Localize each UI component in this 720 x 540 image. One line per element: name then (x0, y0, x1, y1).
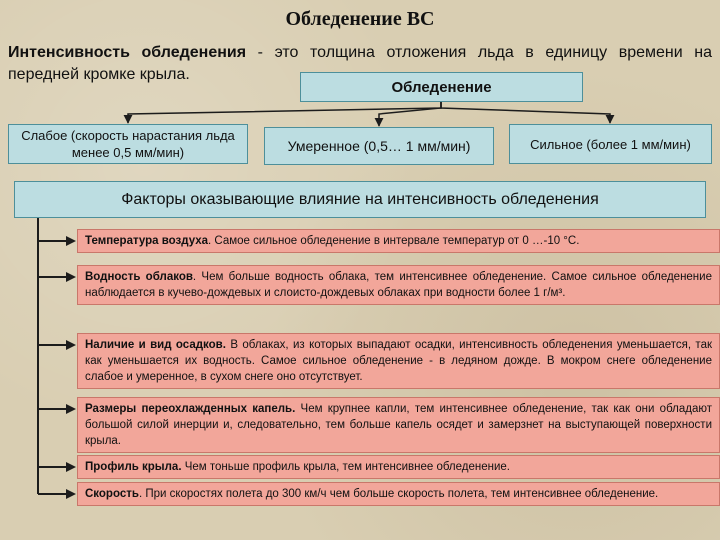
factor-head: Скорость (85, 488, 139, 500)
factor-droplet-size (77, 397, 720, 453)
factor-head: Наличие и вид осадков. (85, 339, 226, 351)
intro-text: - это толщина отложения льда в единицу времени на передней кромке крыла. (8, 44, 712, 83)
factor-temperature (77, 229, 720, 253)
factors-header-node: Факторы оказывающие влияние на интенсивность обледенения (14, 181, 706, 218)
factor-head: Водность облаков (85, 271, 193, 283)
factor-speed (77, 482, 720, 506)
factor-text: Чем тоньше профиль крыла, тем интенсивнее обледенение. (181, 461, 511, 473)
level-strong-node: Сильное (более 1 мм/мин) (509, 124, 712, 164)
factor-water-content (77, 265, 720, 305)
slide-title: Обледенение ВС (285, 8, 435, 30)
factor-text: . При скоростях полета до 300 км/ч чем больше скорость полета, тем интенсивнее обледенение. (138, 488, 659, 500)
factor-head: Профиль крыла. (85, 461, 182, 473)
factor-text: . Чем больше водность облака, тем интенсивнее обледенение. Самое сильное обледенение наблюдается в кучево-дождевых и слоисто-дождевых облаках при водности более 1 г/м³. (85, 271, 712, 299)
factor-branch-arrowhead (66, 236, 76, 246)
arrow-to-strong (441, 102, 610, 123)
factor-head: Температура воздуха (85, 235, 209, 247)
level-weak-node: Слабое (скорость нарастания льда менее 0,5 мм/мин) (8, 124, 248, 164)
factor-text: Чем крупнее капли, тем интенсивнее обледенение, так как они обладают большой силой инерции и, следовательно, тем больше капель осядет и замерзнет на выступающей поверхности крыла. (85, 403, 712, 447)
icing-root-node: Обледенение (300, 72, 583, 102)
factor-branch-arrowhead (66, 404, 76, 414)
factor-branch-arrowhead (66, 462, 76, 472)
factor-branch-arrowhead (66, 272, 76, 282)
factor-precipitation (77, 333, 720, 389)
intro-term: Интенсивность обледенения (8, 44, 247, 61)
factor-branch-arrows (38, 236, 76, 499)
factor-branch-arrowhead (66, 489, 76, 499)
factor-wing-profile (77, 455, 720, 479)
factor-head: Размеры переохлажденных капель. (85, 403, 296, 415)
arrow-to-moderate (379, 102, 441, 126)
factor-branch-arrowhead (66, 340, 76, 350)
factor-text: В облаках, из которых выпадают осадки, интенсивность обледенения уменьшается, так как уменьшается их водность. Самое сильное обледенение - в ледяном дожде. В мокром снеге обледенение слабое и умеренное, в сухом снеге оно отсутствует. (85, 339, 712, 383)
factor-text: . Самое сильное обледенение в интервале температур от 0 …-10 °С. (208, 235, 580, 247)
level-moderate-node: Умеренное (0,5… 1 мм/мин) (264, 127, 494, 165)
